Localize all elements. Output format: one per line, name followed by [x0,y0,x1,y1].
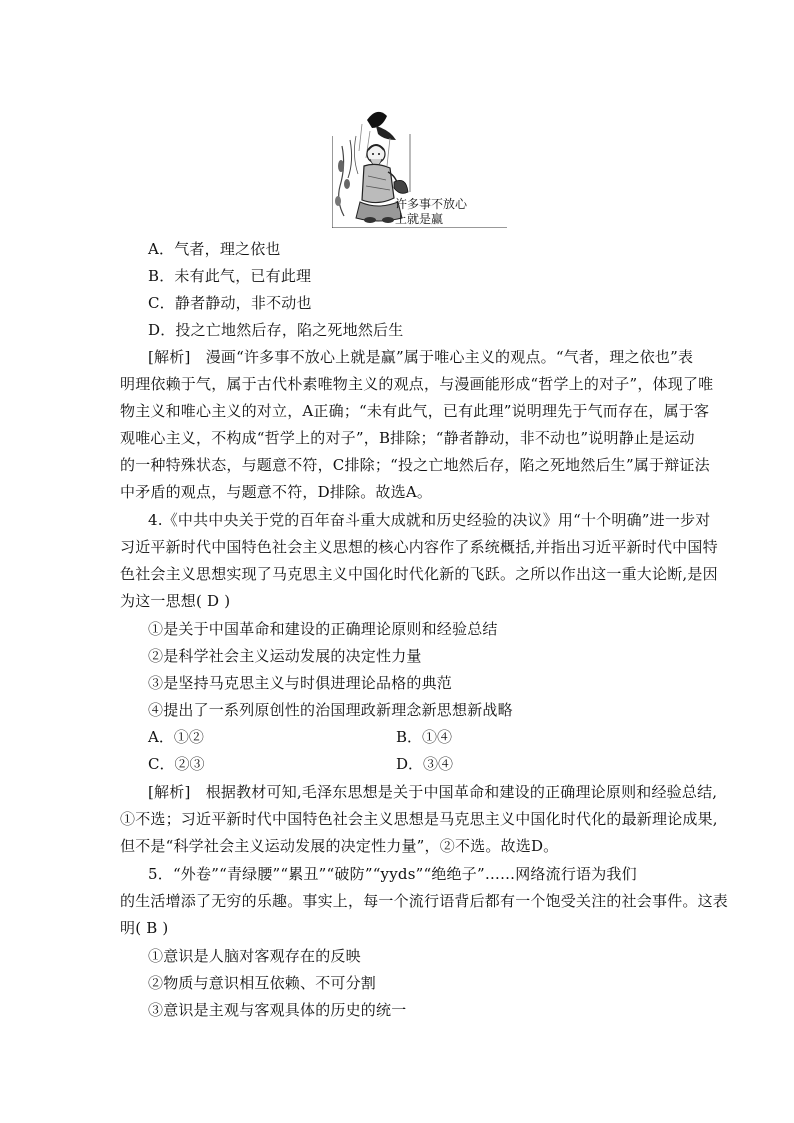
q3-option-b: B．未有此气，已有此理 [148,267,312,285]
q4-analysis-line: 但不是“科学社会主义运动发展的决定性力量”，②不选。故选D。 [120,837,559,855]
q3-analysis-line: 物主义和唯心主义的对立，A正确；“未有此气，已有此理”说明理先于气而存在，属于客 [120,402,710,420]
q3-analysis-line: 观唯心主义，不构成“哲学上的对子”，B排除；“静者静动，非不动也”说明静止是运动 [120,429,695,447]
q4-analysis-line: ①不选；习近平新时代中国特色社会主义思想是马克思主义中国化时代化的最新理论成果, [120,810,718,828]
q4-statement-3: ③是坚持马克思主义与时俱进理论品格的典范 [148,674,453,692]
q5-stem-line: 5．“外卷”“青绿腰”“累丑”“破防”“yyds”“绝绝子”……网络流行语为我们 [148,865,637,883]
q4-stem-line: 习近平新时代中国特色社会主义思想的核心内容作了系统概括,并指出习近平新时代中国特 [120,538,718,556]
q3-option-a: A．气者，理之依也 [148,240,281,258]
q4-statement-1: ①是关于中国革命和建设的正确理论原则和经验总结 [148,620,498,638]
cartoon-caption [395,197,467,227]
cartoon-caption-line2: 上就是赢 [395,212,444,226]
q4-statement-4: ④提出了一系列原创性的治国理政新理念新思想新战略 [148,701,513,719]
q3-analysis-line: 中矛盾的观点，与题意不符，D排除。故选A。 [120,483,433,501]
q4-option-b: B．①④ [396,728,453,746]
q4-option-d: D．③④ [396,755,454,773]
q4-statement-2: ②是科学社会主义运动发展的决定性力量 [148,647,422,665]
q4-stem-line: 色社会主义思想实现了马克思主义中国化时代化新的飞跃。之所以作出这一重大论断,是因 [120,565,718,583]
q3-analysis-line: [解析] 漫画“许多事不放心上就是赢”属于唯心主义的观点。“气者，理之依也”表 [148,348,694,366]
q3-analysis-line: 的一种特殊状态，与题意不符，C排除；“投之亡地然后存，陷之死地然后生”属于辩证法 [120,456,710,474]
cartoon-illustration [332,106,507,228]
q5-statement-1: ①意识是人脑对客观存在的反映 [148,947,361,965]
q5-statement-3: ③意识是主观与客观具体的历史的统一 [148,1001,407,1019]
q4-analysis-line: [解析] 根据教材可知,毛泽东思想是关于中国革命和建设的正确理论原则和经验总结, [148,783,718,801]
q3-analysis-line: 明理依赖于气，属于古代朴素唯物主义的观点，与漫画能形成“哲学上的对子”，体现了唯 [120,375,714,393]
cartoon-caption-line1: 许多事不放心 [395,197,468,211]
q4-stem-line: 为这一思想( D ) [120,592,231,610]
q5-statement-2: ②物质与意识相互依赖、不可分割 [148,974,377,992]
q5-stem-line: 明( B ) [120,919,169,937]
q5-stem-line: 的生活增添了无穷的乐趣。事实上，每一个流行语背后都有一个饱受关注的社会事件。这表 [120,892,729,910]
q4-stem-line: 4.《中共中央关于党的百年奋斗重大成就和历史经验的决议》用“十个明确”进一步对 [148,511,711,529]
q4-option-c: C．②③ [148,755,205,773]
q3-option-d: D．投之亡地然后存，陷之死地然后生 [148,321,404,339]
q3-option-c: C．静者静动，非不动也 [148,294,312,312]
q4-option-a: A．①② [148,728,204,746]
